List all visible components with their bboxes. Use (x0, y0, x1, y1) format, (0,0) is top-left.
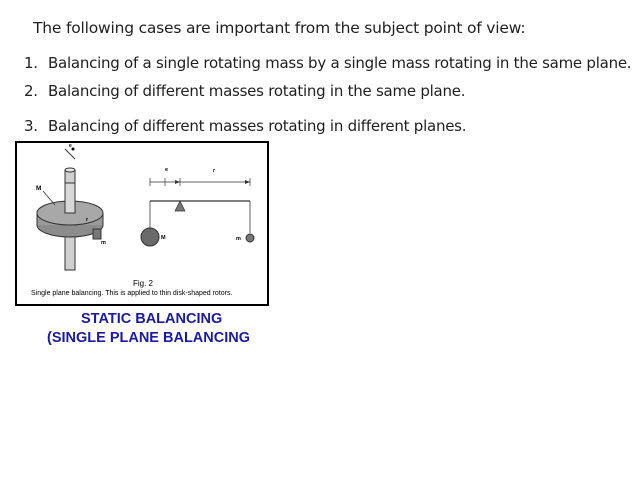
intro-heading: The following cases are important from the subject point of view: (33, 19, 526, 37)
label-offset-e: e (165, 167, 169, 173)
label-big-mass: M (36, 185, 42, 192)
section-title: STATIC BALANCING (81, 311, 223, 327)
list-item (24, 54, 631, 72)
label-disk-mass: m (101, 240, 106, 246)
list-item (24, 117, 466, 135)
figure-number: Fig. 2 (133, 279, 154, 288)
list-item-text: Balancing of different masses rotating in different planes. (48, 117, 467, 135)
list-item-number: 3. (24, 117, 38, 135)
label-mass-m: m (236, 236, 241, 242)
figure-caption: Single plane balancing. This is applied to thin disk-shaped rotors. (31, 290, 233, 297)
label-radius-r: r (213, 168, 216, 174)
label-mass-M: M (161, 235, 166, 241)
list-item-text: Balancing of a single rotating mass by a single mass rotating in the same plane. (48, 54, 632, 72)
label-disk-radius: r (86, 217, 89, 223)
section-subtitle: (SINGLE PLANE BALANCING (47, 330, 250, 346)
label-top-e: e (69, 143, 72, 149)
list-item-number: 1. (24, 54, 38, 72)
list-item-text: Balancing of different masses rotating in the same plane. (48, 82, 466, 100)
list-item (24, 82, 465, 100)
list-item-number: 2. (24, 82, 38, 100)
